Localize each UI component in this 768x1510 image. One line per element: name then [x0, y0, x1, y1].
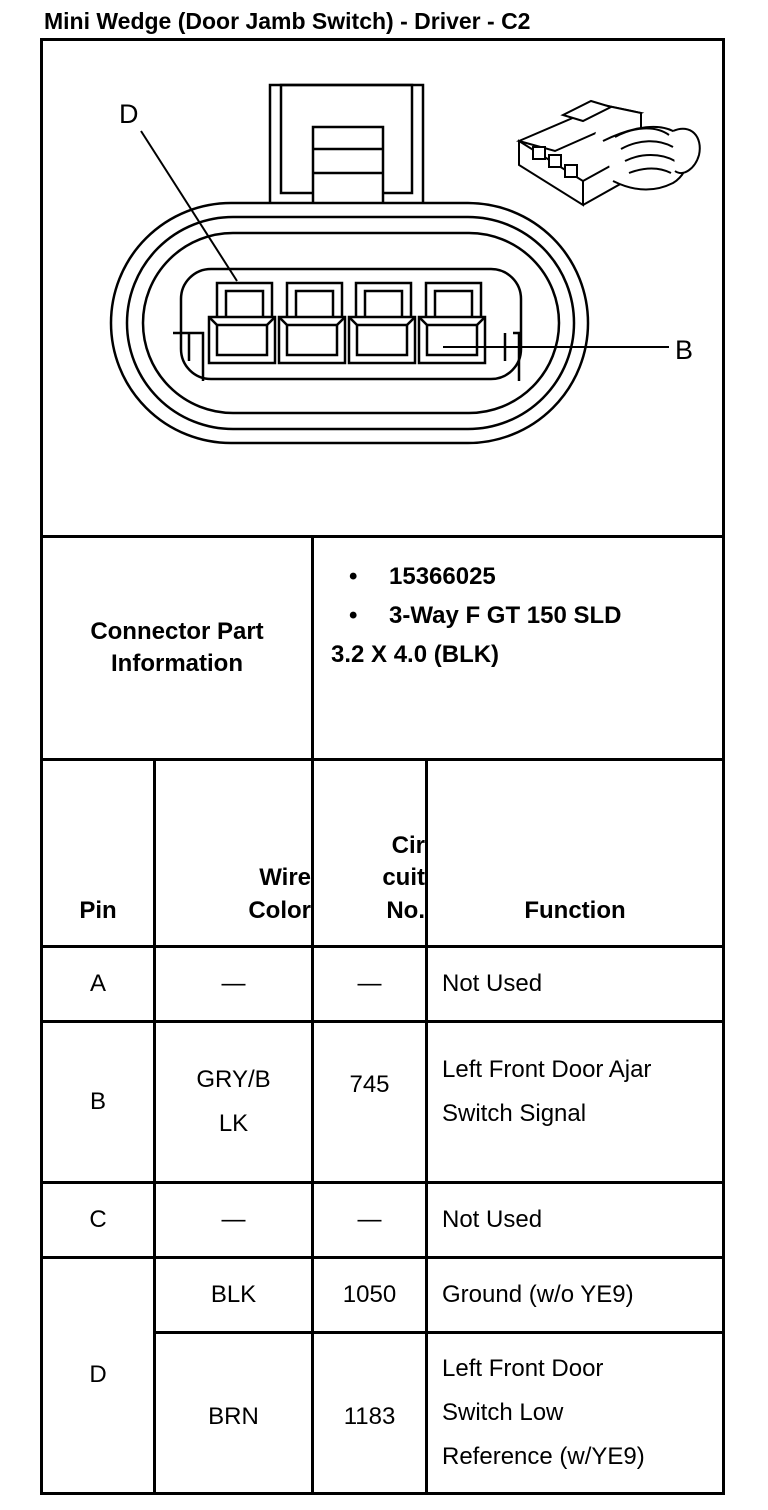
connector-face	[111, 85, 588, 443]
row-a-pin: A	[89, 969, 106, 997]
row-b-circuit: 745	[349, 1071, 390, 1098]
header-function: Function	[524, 896, 626, 924]
connector-sheet	[40, 38, 725, 1495]
terminal-type: • 3-Way F GT 150 SLD	[349, 602, 622, 629]
connector-thumbnail	[519, 101, 700, 205]
row-c-circuit: —	[357, 1205, 382, 1233]
header-wire-color: Wire Color	[248, 864, 311, 924]
row-c-pin: C	[89, 1205, 107, 1233]
row-b-wire: GRY/B LK	[196, 1066, 271, 1137]
connector-info-label: Connector Part Information	[90, 617, 264, 677]
row-a-circuit: —	[357, 969, 382, 997]
pin-label-b: B	[675, 335, 694, 365]
row-d2-wire: BRN	[208, 1402, 259, 1430]
row-a-function: Not Used	[442, 969, 543, 997]
row-c-function: Not Used	[442, 1205, 543, 1233]
row-d-pin: D	[89, 1361, 107, 1389]
connector-diagram	[43, 41, 722, 535]
pin-label-d: D	[119, 99, 139, 129]
row-d2-circuit: 1183	[343, 1402, 396, 1430]
row-c-wire: —	[221, 1205, 246, 1233]
header-pin: Pin	[79, 896, 117, 924]
row-b-function: Left Front Door Ajar Switch Signal	[442, 1056, 652, 1127]
part-number: • 15366025	[349, 563, 496, 590]
row-d2-function: Left Front Door Switch Low Reference (w/YE9)	[442, 1355, 645, 1470]
row-d1-circuit: 1050	[342, 1280, 397, 1308]
rule-connector-info-split	[311, 535, 314, 758]
row-d1-wire: BLK	[210, 1280, 257, 1308]
diagram-title: Mini Wedge (Door Jamb Switch) - Driver - C2	[44, 8, 531, 34]
header-circuit-no: Cir cuit No.	[382, 831, 425, 924]
row-d1-function: Ground (w/o YE9)	[442, 1280, 634, 1308]
connector-info-values	[331, 557, 622, 674]
row-a-wire: —	[221, 969, 246, 997]
row-b-pin: B	[89, 1087, 106, 1115]
terminal-size: 3.2 X 4.0 (BLK)	[331, 641, 500, 668]
